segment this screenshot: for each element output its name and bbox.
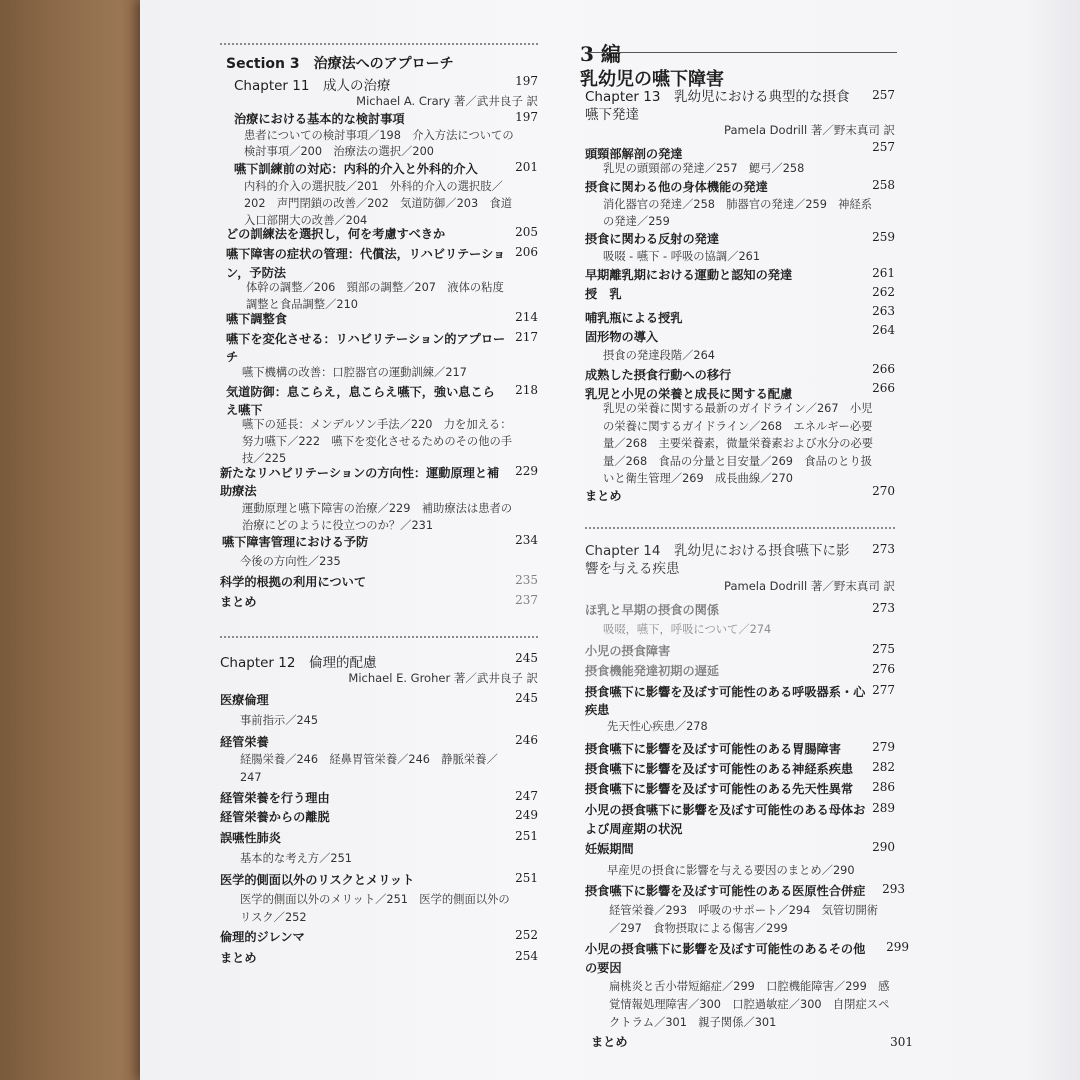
- page-number: 262: [872, 285, 895, 299]
- page-number: 246: [515, 733, 538, 747]
- toc-subentries: 運動原理と嚥下障害の治療／229 補助療法は患者の治療にどのように役立つのか？／231: [242, 502, 513, 532]
- toc-subentries: 嚥下機構の改善：口腔器官の運動訓練／217: [242, 366, 467, 379]
- page-number: 299: [886, 940, 909, 954]
- page-number: 235: [515, 573, 538, 587]
- page-number: 290: [872, 840, 895, 854]
- entry-title: 治療における基本的な検討事項: [234, 112, 405, 126]
- entry-title: 授 乳: [585, 287, 622, 301]
- toc-subentries: 先天性心疾患／278: [607, 720, 708, 733]
- entry-title: 摂食嚥下に影響を及ぼす可能性のある胃腸障害: [585, 742, 841, 756]
- entry-title: 倫理的ジレンマ: [220, 930, 305, 944]
- toc-subentries: 経腸栄養／246 経鼻胃管栄養／246 静脈栄養／247: [240, 753, 498, 784]
- page-number: 197: [515, 110, 538, 124]
- page-number: 266: [872, 381, 895, 395]
- page-number: 293: [882, 882, 905, 896]
- entry-title: 嚥下障害管理における予防: [222, 535, 369, 549]
- page-number: 258: [872, 178, 895, 192]
- chapter-title: Chapter 14 乳幼児における摂食嚥下に影響を与える疾患: [585, 543, 850, 577]
- page-number: 249: [515, 808, 538, 822]
- entry-title: 妊娠期間: [585, 842, 634, 856]
- chapter-author: Michael A. Crary 著／武井良子 訳: [356, 94, 538, 108]
- page-number: 273: [872, 601, 895, 615]
- chapter-title: Chapter 13 乳幼児における典型的な摂食嚥下発達: [585, 89, 850, 123]
- page-number: 206: [515, 245, 538, 259]
- page-number: 234: [515, 533, 538, 547]
- entry-title: まとめ: [220, 595, 257, 609]
- page-number: 301: [890, 1035, 913, 1049]
- toc-subentries: 内科的介入の選択肢／201 外科的介入の選択肢／202 声門閉鎖の改善／202 気道防御／203 食道入口部開大の改善／204: [244, 180, 513, 227]
- entry-title: 嚥下調整食: [226, 312, 287, 326]
- entry-title: 医学的側面以外のリスクとメリット: [220, 873, 415, 887]
- page-number: 282: [872, 760, 895, 774]
- toc-entry: [585, 940, 909, 976]
- page-number: 275: [872, 642, 895, 656]
- page-number: 270: [872, 484, 895, 498]
- entry-title: 小児の摂食障害: [585, 644, 671, 658]
- entry-title: 成熟した摂食行動への移行: [585, 368, 732, 382]
- page-number: 276: [872, 662, 895, 676]
- section-title: Section 3 治療法へのアプローチ: [226, 56, 454, 72]
- toc-subentries: 今後の方向性／235: [240, 555, 341, 568]
- entry-title: 摂食嚥下に影響を及ぼす可能性のある医原性合併症: [585, 884, 866, 898]
- entry-title: 小児の摂食嚥下に影響を及ぼす可能性のある母体および周産期の状況: [585, 803, 866, 836]
- page-number: 257: [872, 140, 895, 154]
- entry-title: 哺乳瓶による授乳: [585, 311, 683, 325]
- dotted-divider: [585, 527, 895, 529]
- entry-title: 新たなリハビリテーションの方向性：運動原理と補助療法: [220, 466, 500, 498]
- entry-title: 摂食嚥下に影響を及ぼす可能性のある神経系疾患: [585, 762, 854, 776]
- entry-title: 経管栄養を行う理由: [220, 791, 330, 805]
- entry-title: 摂食嚥下に影響を及ぼす可能性のある呼吸器系・心疾患: [585, 685, 866, 717]
- toc-subentries: 患者についての検討事項／198 介入方法についての検討事項／200 治療法の選択／200: [244, 129, 514, 158]
- page-number: 263: [872, 304, 895, 318]
- entry-title: 摂食に関わる反射の発達: [585, 232, 720, 246]
- entry-title: ほ乳と早期の摂食の関係: [585, 603, 720, 617]
- page-number: 264: [872, 323, 895, 337]
- entry-title: 嚥下訓練前の対応：内科的介入と外科的介入: [234, 162, 478, 176]
- page-number: 218: [515, 383, 538, 397]
- toc-entry: [220, 245, 538, 281]
- page-number: 237: [515, 593, 538, 607]
- toc-entry: [585, 683, 895, 719]
- dotted-divider: [220, 43, 538, 45]
- toc-subentries: 乳児の頭頸部の発達／257 鰓弓／258: [603, 162, 805, 175]
- page-number: 229: [515, 464, 538, 478]
- page-number: 273: [872, 542, 895, 556]
- part-title: 乳幼児の嚥下障害: [580, 69, 724, 90]
- entry-title: 小児の摂食嚥下に影響を及ぼす可能性のあるその他の要因: [585, 942, 866, 975]
- entry-title: 誤嚥性肺炎: [220, 831, 281, 845]
- toc-subentries: 吸啜 - 嚥下 - 呼吸の協調／261: [603, 250, 761, 263]
- page-number: 259: [872, 230, 895, 244]
- page-number: 247: [515, 789, 538, 803]
- toc-subentries: 乳児の栄養に関する最新のガイドライン／267 小児の栄養に関するガイドライン／268 エネルギー必要量／268 主要栄養素，微量栄養素および水分の必要量／268 食品の分量と目安量／269 食品のとり扱いと衛生管理／269 成長曲線／270: [603, 402, 874, 485]
- entry-title: 科学的根拠の利用について: [220, 575, 367, 589]
- page-number: 277: [872, 683, 895, 697]
- toc-subentries: 医学的側面以外のメリット／251 医学的側面以外のリスク／252: [240, 893, 510, 924]
- entry-title: 頭頸部解剖の発達: [585, 147, 683, 161]
- entry-title: 固形物の導入: [585, 330, 659, 344]
- toc-subentries: 扁桃炎と舌小帯短縮症／299 口腔機能障害／299 感覚情報処理障害／300 口腔過敏症／300 自閉症スペクトラム／301 親子関係／301: [609, 980, 890, 1029]
- page-number: 279: [872, 740, 895, 754]
- page-number: 261: [872, 266, 895, 280]
- page-number: 266: [872, 362, 895, 376]
- entry-title: 嚥下を変化させる：リハビリテーション的アプローチ: [226, 332, 506, 364]
- chapter-author: Pamela Dodrill 著／野末真司 訳: [724, 579, 895, 593]
- chapter-heading: [585, 88, 895, 124]
- entry-title: 経管栄養: [220, 735, 269, 749]
- entry-title: まとめ: [220, 951, 257, 965]
- toc-subentries: 吸啜，嚥下，呼吸について／274: [603, 623, 772, 636]
- page-number: 245: [515, 651, 538, 665]
- toc-entry: [585, 801, 895, 837]
- page-number: 286: [872, 780, 895, 794]
- entry-title: まとめ: [591, 1035, 628, 1049]
- chapter-author: Pamela Dodrill 著／野末真司 訳: [724, 123, 895, 137]
- page-number: 251: [515, 829, 538, 843]
- chapter-heading: [585, 542, 895, 578]
- page-number: 205: [515, 225, 538, 239]
- page-number: 254: [515, 949, 538, 963]
- page-number: 251: [515, 871, 538, 885]
- entry-title: どの訓練法を選択し，何を考慮すべきか: [226, 227, 446, 241]
- toc-subentries: 消化器官の発達／258 肺器官の発達／259 神経系の発達／259: [603, 198, 873, 228]
- toc-subentries: 経管栄養／293 呼吸のサポート／294 気管切開術／297 食物摂取による傷害／299: [609, 904, 879, 935]
- page-number: 257: [872, 88, 895, 102]
- page-number: 289: [872, 801, 895, 815]
- entry-title: 摂食機能発達初期の遅延: [585, 664, 720, 678]
- heading-rule: [585, 52, 897, 53]
- entry-title: 医療倫理: [220, 693, 269, 707]
- page-number: 217: [515, 330, 538, 344]
- entry-title: 嚥下障害の症状の管理：代償法，リハビリテーション，予防法: [226, 247, 506, 280]
- page-number: 197: [515, 74, 538, 88]
- chapter-title: Chapter 12 倫理的配慮: [220, 655, 377, 671]
- entry-title: まとめ: [585, 489, 622, 503]
- entry-title: 経管栄養からの離脱: [220, 810, 330, 824]
- entry-title: 早期離乳期における運動と認知の発達: [585, 268, 793, 282]
- entry-title: 摂食に関わる他の身体機能の発達: [585, 180, 768, 194]
- toc-subentries: 事前指示／245: [240, 714, 319, 727]
- dotted-divider: [220, 636, 538, 638]
- page-number: 214: [515, 310, 538, 324]
- page-number: 201: [515, 160, 538, 174]
- toc-subentries: 嚥下の延長：メンデルソン手法／220 力を加える：努力嚥下／222 嚥下を変化させるためのその他の手技／225: [242, 418, 513, 465]
- toc-subentries: 基本的な考え方／251: [240, 852, 352, 865]
- toc-subentries: 摂食の発達段階／264: [603, 349, 715, 362]
- chapter-title: Chapter 11 成人の治療: [234, 78, 391, 94]
- chapter-author: Michael E. Groher 著／武井良子 訳: [348, 671, 538, 685]
- entry-title: 乳児と小児の栄養と成長に関する配慮: [585, 387, 793, 401]
- book-page: [140, 0, 1080, 1080]
- entry-title: 気道防御：息こらえ，息こらえ嚥下，強い息こらえ嚥下: [226, 385, 495, 417]
- page-number: 252: [515, 928, 538, 942]
- entry-title: 摂食嚥下に影響を及ぼす可能性のある先天性異常: [585, 782, 854, 796]
- volume-number: 3 編: [580, 42, 621, 66]
- toc-subentries: 体幹の調整／206 頸部の調整／207 液体の粘度調整と食品調整／210: [246, 281, 504, 311]
- page-number: 245: [515, 691, 538, 705]
- toc-subentries: 早産児の摂食に影響を与える要因のまとめ／290: [607, 864, 855, 877]
